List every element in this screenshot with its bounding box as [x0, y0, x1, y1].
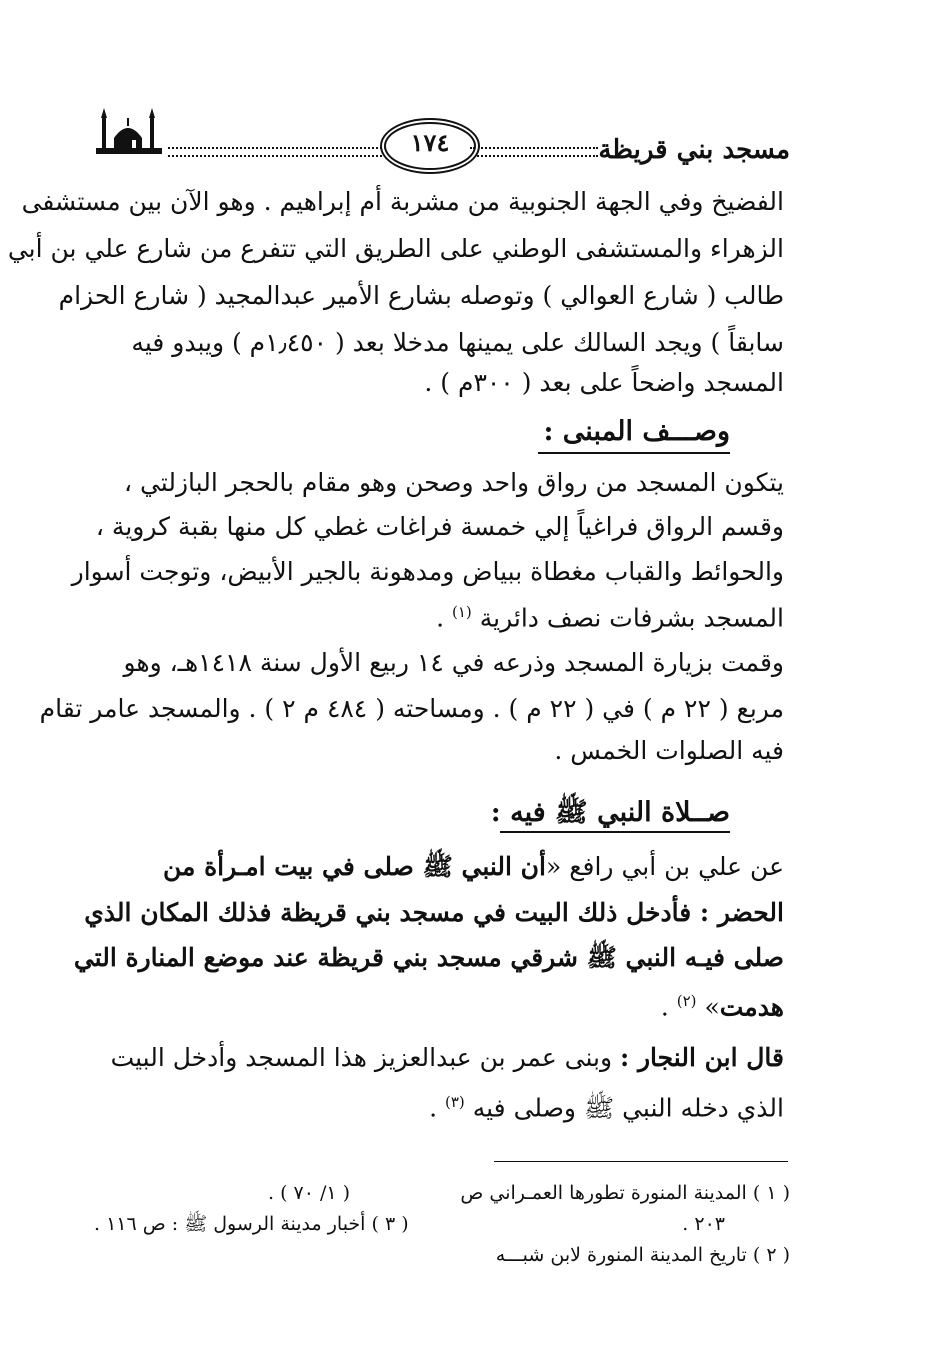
heading-underline: [500, 831, 730, 833]
footnote-1-cont: ٢٠٣ .: [682, 1213, 725, 1235]
footnote-3: ( ٣ ) أخبار مدينة الرسول ﷺ : ص ١١٦ .: [94, 1213, 409, 1235]
footnote-2: ( ٢ ) تاريخ المدينة المنورة لابن شبـــه: [495, 1244, 790, 1266]
text-line: سابقاً ) ويجد السالك على يمينها مدخلا بعد ( ١٫٤٥٠م ) ويبدو فيه: [131, 328, 784, 357]
text-fragment: »: [704, 992, 720, 1022]
footnote-separator: [494, 1161, 788, 1162]
text-line: والحوائط والقباب مغطاة ببياض ومدهونة بالجير الأبيض، وتوجت أسوار: [71, 557, 784, 586]
text-line: الفضيخ وفي الجهة الجنوبية من مشربة أم إبراهيم . وهو الآن بين مستشفى: [21, 187, 784, 216]
heading-underline: [538, 452, 730, 454]
text-line: وقسم الرواق فراغياً إلي خمسة فراغات غطي كل منها بقبة كروية ،: [95, 512, 784, 541]
footnote-ref: (٢): [676, 992, 697, 1010]
footnote-1: ( ١ ) المدينة المنورة تطورها العمـراني ص: [460, 1182, 790, 1204]
text-fragment: وبنى عمر بن عبدالعزيز هذا المسجد وأدخل البيت: [110, 1043, 613, 1072]
text-line: [144, 852, 784, 882]
text-line: [144, 1087, 784, 1123]
text-line: طالب ( شارع العوالي ) وتوصله بشارع الأمير عبدالمجيد ( شارع الحزام: [58, 281, 784, 310]
text-line: [110, 1043, 784, 1073]
footnote-ref: (١): [451, 603, 472, 621]
running-title: مسجد بني قريظة: [598, 135, 790, 165]
hadith-text: الحضر : فأدخل ذلك البيت في مسجد بني قريظة فذلك المكان الذي: [84, 898, 784, 927]
text-line: فيه الصلوات الخمس .: [554, 736, 784, 765]
hadith-text: أن النبي ﷺ صلى في بيت امـرأة من: [162, 852, 546, 881]
text-line: [144, 597, 784, 633]
text-fragment: المسجد بشرفات نصف دائرية: [479, 603, 784, 633]
text-fragment: الذي دخله النبي ﷺ وصلى فيه: [472, 1093, 784, 1123]
text-line: الزهراء والمستشفى الوطني على الطريق التي تتفرع من شارع علي بن أبي: [7, 234, 784, 263]
speaker-name: قال ابن النجار :: [620, 1043, 784, 1072]
text-line: [144, 986, 784, 1022]
hadith-text: هدمت: [719, 992, 784, 1022]
page-number: ١٧٤: [410, 128, 450, 157]
hadith-text: صلى فيـه النبي ﷺ شرقي مسجد بني قريظة عند موضع المنارة التي: [73, 943, 784, 972]
text-line: يتكون المسجد من رواق واحد وصحن وهو مقام بالحجر البازلتي ،: [123, 468, 784, 497]
section-heading-prayer: صــلاة النبي ﷺ فيه :: [490, 797, 730, 828]
footnote-ref: (٣): [445, 1093, 465, 1111]
header-ornament-line-left: [168, 147, 386, 157]
text-line: مربع ( ٢٢ م ) في ( ٢٢ م ) . ومساحته ( ٤٨٤ م ٢ ) . والمسجد عامر تقام: [39, 694, 784, 723]
text-line: وقمت بزيارة المسجد وذرعه في ١٤ ربيع الأول سنة ١٤١٨هـ، وهو: [123, 648, 784, 677]
mosque-icon: [92, 104, 166, 158]
full-stop: .: [660, 992, 669, 1022]
full-stop: .: [436, 603, 445, 633]
text-fragment: عن علي بن أبي رافع «: [545, 852, 784, 881]
text-line: المسجد واضحاً على بعد ( ٣٠٠م ) .: [424, 368, 784, 397]
full-stop: .: [429, 1093, 438, 1123]
section-heading-building: وصـــف المبنى :: [543, 416, 730, 447]
header-ornament-line-right: [470, 147, 598, 157]
footnote-2-cont: ( ١/ ٧٠ ) .: [268, 1182, 351, 1204]
